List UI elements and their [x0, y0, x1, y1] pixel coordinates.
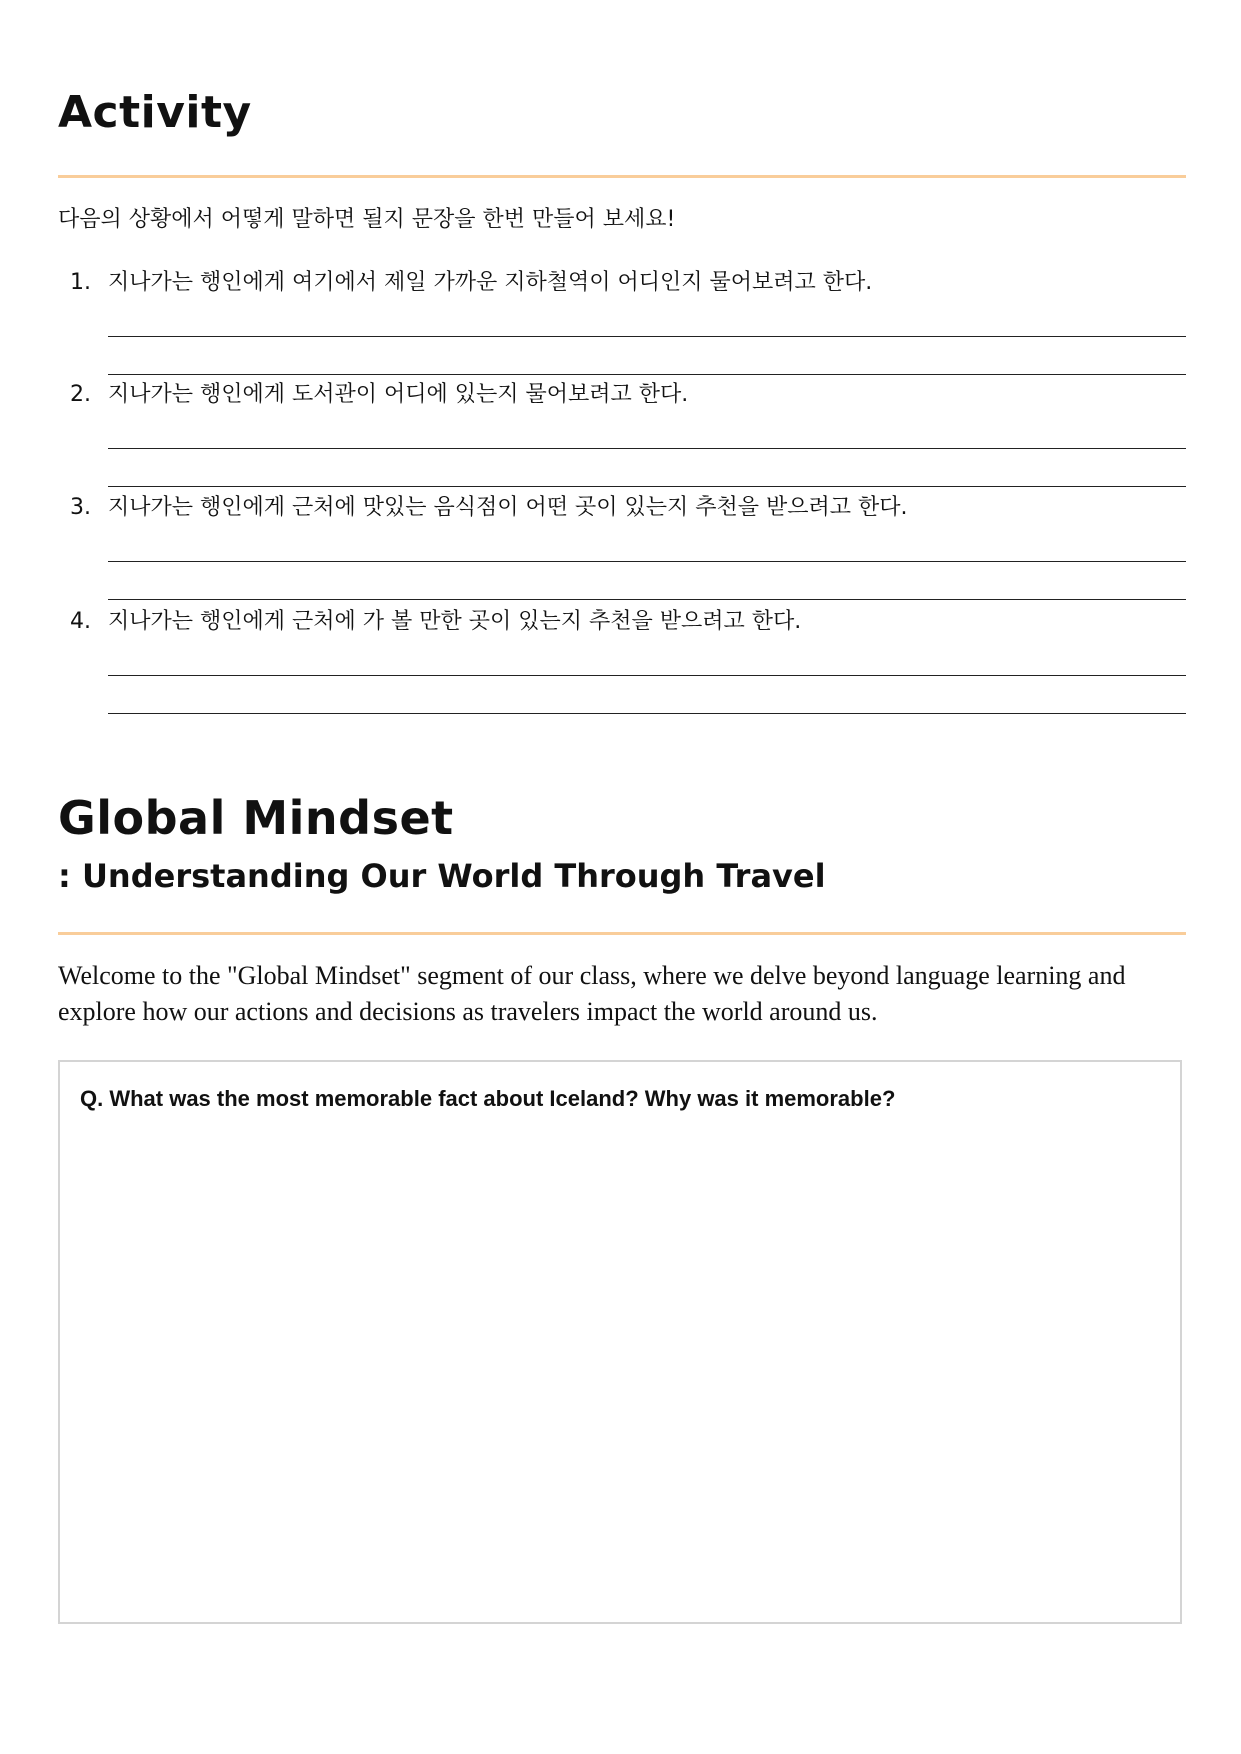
answer-line[interactable]: [108, 713, 1186, 714]
item-prompt: 지나가는 행인에게 여기에서 제일 가까운 지하철역이 어디인지 물어보려고 한다.: [108, 270, 873, 295]
activity-instructions: 다음의 상황에서 어떻게 말하면 될지 문장을 한번 만들어 보세요!: [58, 207, 676, 232]
global-mindset-subtitle: : Understanding Our World Through Travel: [58, 857, 826, 895]
answer-box[interactable]: [58, 1060, 1182, 1624]
item-number: 3.: [70, 495, 91, 520]
answer-line[interactable]: [108, 374, 1186, 375]
item-prompt: 지나가는 행인에게 근처에 맛있는 음식점이 어떤 곳이 있는지 추천을 받으려고 한다.: [108, 495, 908, 520]
item-prompt: 지나가는 행인에게 근처에 가 볼 만한 곳이 있는지 추천을 받으려고 한다.: [108, 609, 802, 634]
activity-heading: Activity: [58, 87, 252, 138]
item-number: 2.: [70, 382, 91, 407]
global-mindset-divider: [58, 932, 1186, 935]
item-number: 1.: [70, 270, 91, 295]
question-prompt: Q. What was the most memorable fact about Iceland? Why was it memorable?: [80, 1086, 896, 1111]
answer-line[interactable]: [108, 336, 1186, 337]
global-mindset-heading: Global Mindset: [58, 791, 454, 845]
global-mindset-intro: Welcome to the "Global Mindset" segment of our class, where we delve beyond language learning and explore how our actions and decisions as travelers impact the world around us.: [58, 961, 1126, 1026]
answer-line[interactable]: [108, 675, 1186, 676]
answer-line[interactable]: [108, 486, 1186, 487]
answer-line[interactable]: [108, 599, 1186, 600]
activity-divider: [58, 175, 1186, 178]
answer-line[interactable]: [108, 561, 1186, 562]
item-prompt: 지나가는 행인에게 도서관이 어디에 있는지 물어보려고 한다.: [108, 382, 689, 407]
answer-line[interactable]: [108, 448, 1186, 449]
item-number: 4.: [70, 609, 91, 634]
